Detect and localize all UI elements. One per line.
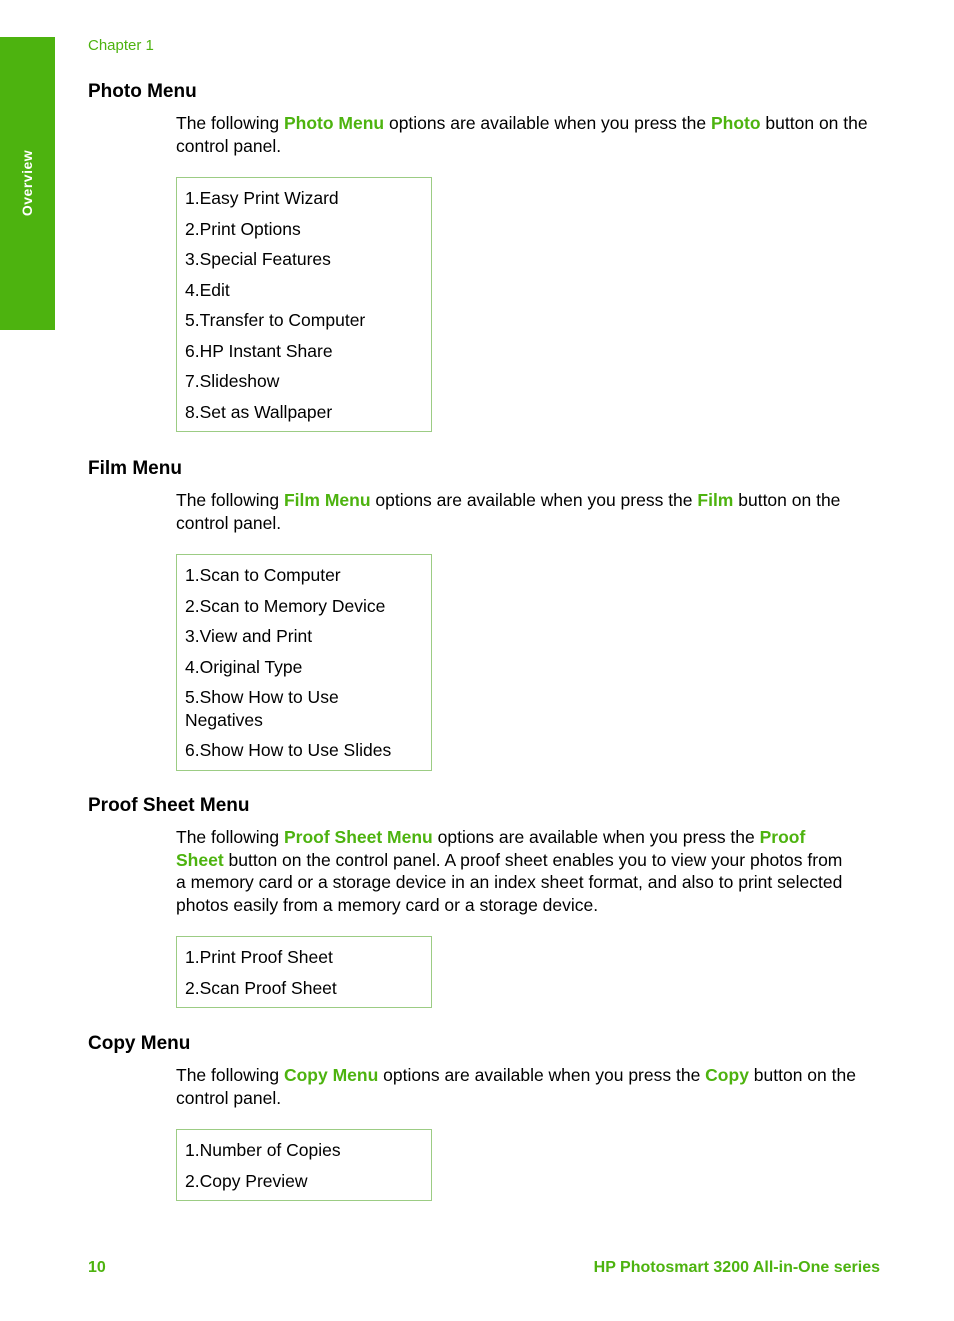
- menu-item: 1.Print Proof Sheet: [185, 947, 333, 967]
- product-name: HP Photosmart 3200 All-in-One series: [593, 1259, 880, 1276]
- section-title: Film Menu: [88, 458, 182, 479]
- section-proof-sheet-menu: [88, 794, 888, 1008]
- menu-options-box: [176, 554, 432, 771]
- section-title: Photo Menu: [88, 81, 197, 102]
- menu-item: 1.Easy Print Wizard: [185, 188, 339, 208]
- menu-item: 4.Original Type: [185, 656, 303, 677]
- page-number: 10: [88, 1259, 106, 1276]
- menu-item: 2.Scan Proof Sheet: [185, 977, 337, 998]
- menu-item: 2.Copy Preview: [185, 1170, 308, 1191]
- menu-item: 1.Number of Copies: [185, 1140, 341, 1160]
- section-intro: The following Photo Menu options are available when you press the Photo button on the control panel.: [176, 113, 868, 156]
- menu-item: 5.Show How to Use Negatives: [185, 687, 339, 730]
- menu-item: 4.Edit: [185, 279, 230, 300]
- menu-options-box: [176, 936, 432, 1008]
- menu-item: 7.Slideshow: [185, 371, 280, 391]
- section-copy-menu: [88, 1032, 888, 1201]
- section-photo-menu: [88, 80, 888, 432]
- side-tab-label: Overview: [19, 149, 35, 217]
- menu-item: 6.HP Instant Share: [185, 340, 333, 361]
- menu-item: 2.Scan to Memory Device: [185, 595, 386, 616]
- section-intro: The following Film Menu options are available when you press the Film button on the control panel.: [176, 490, 841, 533]
- menu-item: 3.View and Print: [185, 626, 313, 646]
- section-intro: The following Proof Sheet Menu options are available when you press the Proof Sheet button on the control panel. A proof sheet enables you to view your photos from a memory card or a storage device in an index sheet format, and also to print selected photos easily from a memory card or a storage device.: [176, 827, 843, 915]
- menu-item: 8.Set as Wallpaper: [185, 401, 333, 422]
- section-title: Proof Sheet Menu: [88, 795, 250, 816]
- section-title: Copy Menu: [88, 1033, 191, 1054]
- chapter-label: Chapter 1: [88, 37, 154, 54]
- menu-options-box: [176, 1129, 432, 1201]
- section-intro: The following Copy Menu options are available when you press the Copy button on the control panel.: [176, 1065, 856, 1108]
- menu-item: 5.Transfer to Computer: [185, 310, 366, 330]
- menu-item: 6.Show How to Use Slides: [185, 740, 392, 760]
- menu-item: 3.Special Features: [185, 249, 331, 269]
- menu-item: 1.Scan to Computer: [185, 565, 341, 585]
- menu-item: 2.Print Options: [185, 218, 301, 239]
- section-film-menu: [88, 457, 888, 771]
- menu-options-box: [176, 177, 432, 432]
